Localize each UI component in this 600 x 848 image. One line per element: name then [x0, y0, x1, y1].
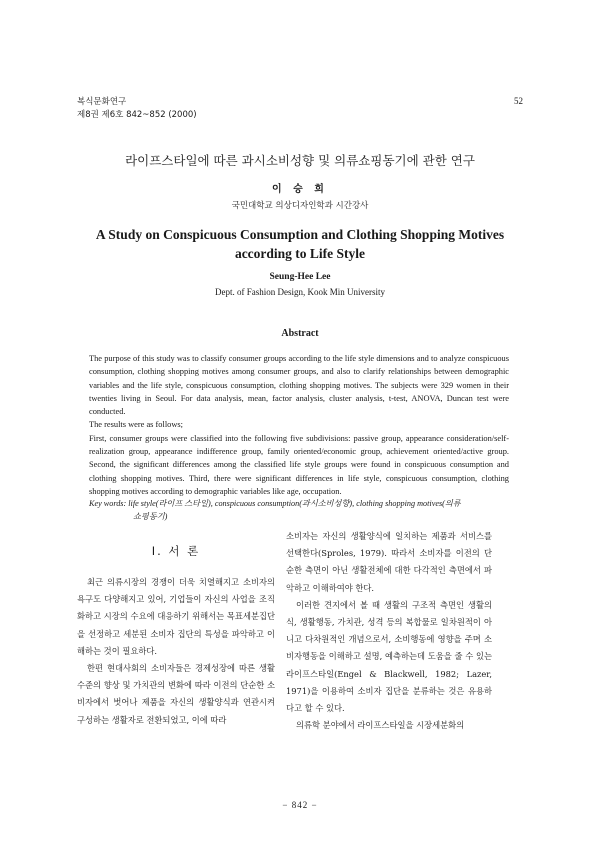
- abstract-heading: Abstract: [281, 328, 319, 339]
- footer-page-number: − 842 −: [282, 800, 318, 810]
- keywords: [89, 497, 509, 523]
- header-page-number: 52: [514, 96, 523, 106]
- abstract-paragraph: The results were as follows;: [89, 420, 183, 430]
- body-paragraph: 한편 현대사회의 소비자들은 경제성장에 따른 생활수준의 향상 및 가치관의 변화에 따라 이전의 단순한 소비자에서 벗어나 제품을 자신의 생활양식과 연관시켜 구성하는 생활자로 전환되었고, 이에 따라: [77, 663, 275, 725]
- title-en-line2: according to Life Style: [234, 246, 366, 261]
- abstract-paragraph: The purpose of this study was to classify consumer groups according to the life style dimensions and to analyze conspicuous consumption, clothing shopping motives among consumer groups, and also to clarify relationships between demographic variables and the life style, conspicuous consumption, clothing shopping motives. The subjects were 329 women in their twenties living in Seoul. For data analysis, mean, factor analysis, cluster analysis, t-test, ANOVA, Duncan test were conducted.: [89, 354, 509, 417]
- author-korean: 이 승 희: [272, 184, 328, 195]
- body-paragraph: 이러한 견지에서 볼 때 생활의 구조적 측면인 생활의식, 생활행동, 가치관, 성격 등의 복합물로 일차원적이 아니고 다차원적인 개념으로서, 소비행동에 영향을 주며 소비자행동을 이해하고 설명, 예측하는데 도움을 줄 수 있는 라이프스타일(Engel & Blackwell, 1982; Lazer, 1971)을 이용하여 소비자 집단을 분류하는 것은 유용하다고 할 수 있다.: [286, 599, 492, 714]
- author-english: Seung-Hee Lee: [269, 272, 331, 282]
- right-column: [286, 528, 492, 734]
- body-paragraph: 최근 의류시장의 경쟁이 더욱 치열해지고 소비자의 욕구도 다양해지고 있어, 기업들이 자신의 사업을 조직화하고 시장의 수요에 대응하기 위해서는 목표세분집단을 선정하고 세분된 소비자 집단의 특성을 파악하고 이해하는 것이 필요하다.: [77, 577, 275, 656]
- body-paragraph: 소비자는 자신의 생활양식에 일치하는 제품과 서비스를 선택한다(Sproles, 1979). 따라서 소비자를 이전의 단순한 측면이 아닌 생활전체에 대한 다각적인 측면에서 파악하고 이해하여야 한다.: [286, 531, 492, 593]
- paper-title-korean: 라이프스타일에 따른 과시소비성향 및 의류쇼핑동기에 관한 연구: [125, 153, 475, 168]
- keywords-line1: Key words: life style(라이프 스타일), conspicuous consumption(과시소비성향), clothing shopping motives(의류: [89, 499, 461, 508]
- affiliation-english: Dept. of Fashion Design, Kook Min University: [215, 287, 385, 297]
- keywords-line2: 쇼핑동기): [133, 512, 168, 521]
- left-column: [77, 574, 275, 729]
- body-paragraph: 의류학 분야에서 라이프스타일을 시장세분화의: [296, 720, 465, 731]
- journal-header: [77, 96, 197, 122]
- affiliation-korean: 국민대학교 의상디자인학과 시간강사: [231, 201, 369, 211]
- abstract-paragraph: First, consumer groups were classified into the following five subdivisions: passive group, appearance consideration/self-realization group, appearance indifference group, family oriented/economic group, achievement oriented/active group. Second, the significant differences among the classified life style groups were found in conspicuous consumption and clothing shopping motives. Third, there were significant differences in life style, conspicuous consumption, clothing shopping motives according to demographic variables like age, occupation.: [89, 433, 509, 496]
- section-heading-introduction: I. 서 론: [151, 544, 201, 558]
- volume-info: 제8권 제6호 842~852 (2000): [77, 110, 197, 120]
- abstract-body: [89, 352, 509, 498]
- journal-name: 복식문화연구: [77, 97, 127, 107]
- title-en-line1: A Study on Conspicuous Consumption and Clothing Shopping Motives: [95, 227, 505, 242]
- paper-title-english: [60, 225, 540, 263]
